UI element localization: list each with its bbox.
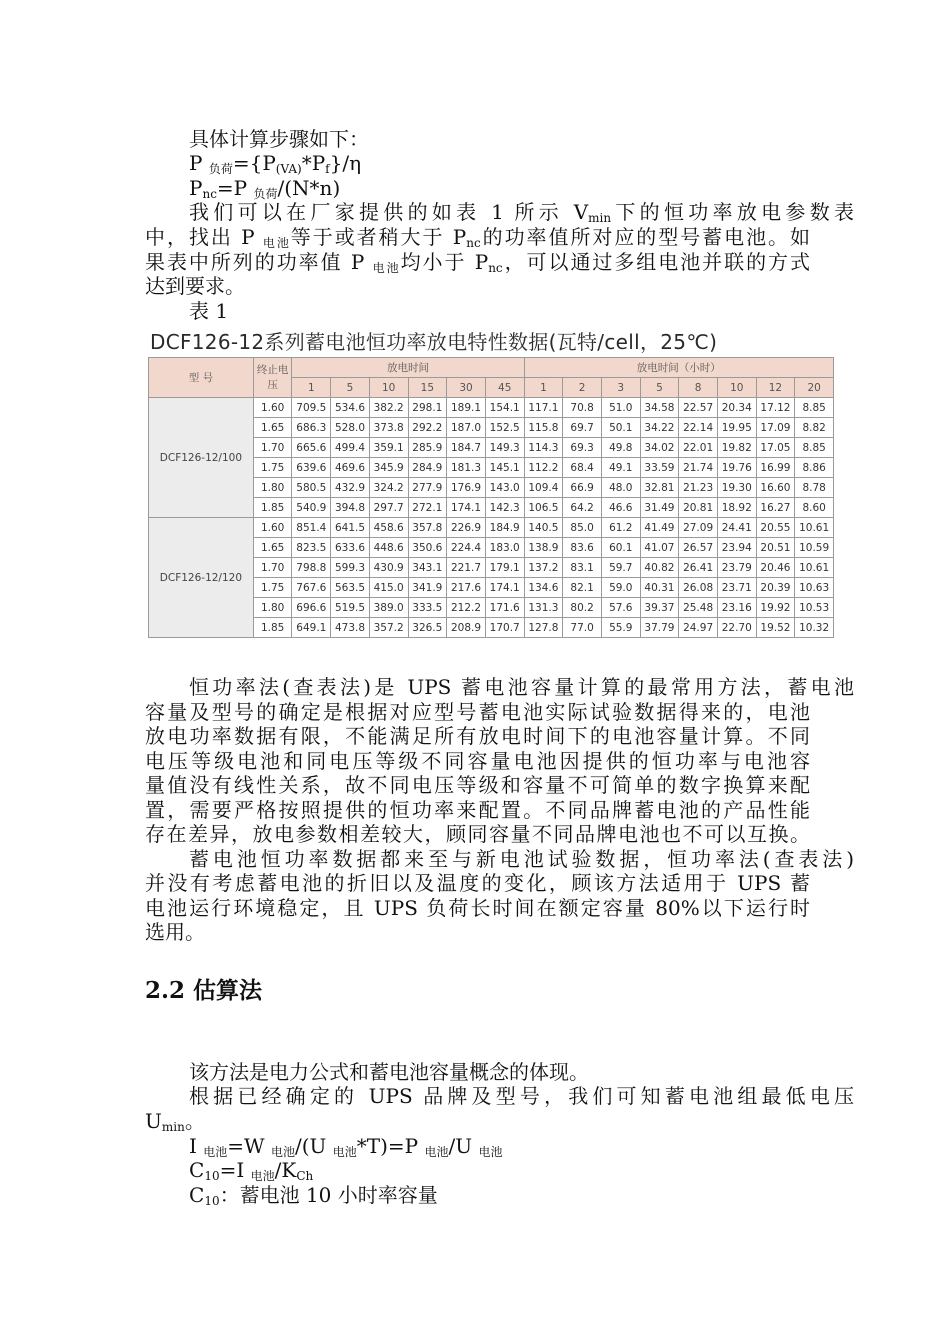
value-cell: 272.1 [408, 498, 447, 518]
value-cell: 69.7 [563, 418, 602, 438]
value-cell: 10.61 [795, 518, 834, 538]
header-end-voltage: 终止电压 [253, 358, 292, 398]
value-cell: 458.6 [369, 518, 408, 538]
method-line: 电压等级电池和同电压等级不同容量电池因提供的恒功率与电池容 [145, 749, 810, 773]
value-cell: 32.81 [640, 478, 679, 498]
value-cell: 10.32 [795, 618, 834, 638]
value-cell: 373.8 [369, 418, 408, 438]
value-cell: 20.34 [717, 398, 756, 418]
value-cell: 48.0 [601, 478, 640, 498]
value-cell: 137.2 [524, 558, 563, 578]
value-cell: 767.6 [292, 578, 331, 598]
value-cell: 61.2 [601, 518, 640, 538]
value-cell: 709.5 [292, 398, 331, 418]
discharge-table [148, 357, 834, 638]
value-cell: 20.55 [756, 518, 795, 538]
header-hours: 放电时间（小时） [524, 358, 833, 378]
value-cell: 8.85 [795, 398, 834, 418]
formula-p-load: P $_{负荷}=\{P_{(VA)}*P_f\}/\eta$ [189, 151, 362, 176]
paragraph-line: 达到要求。 [145, 274, 245, 298]
value-cell: 851.4 [292, 518, 331, 538]
value-cell: 665.6 [292, 438, 331, 458]
value-cell: 21.23 [679, 478, 718, 498]
value-cell: 394.8 [331, 498, 370, 518]
value-cell: 68.4 [563, 458, 602, 478]
method-line: 蓄电池恒功率数据都来至与新电池试验数据，恒功率法(查表法) [189, 847, 854, 871]
value-cell: 18.92 [717, 498, 756, 518]
model-cell: DCF126-12/120 [149, 518, 254, 638]
value-cell: 389.0 [369, 598, 408, 618]
method-line: 容量及型号的确定是根据对应型号蓄电池实际试验数据得来的，电池 [145, 700, 810, 724]
value-cell: 343.1 [408, 558, 447, 578]
value-cell: 345.9 [369, 458, 408, 478]
value-cell: 686.3 [292, 418, 331, 438]
value-cell: 69.3 [563, 438, 602, 458]
value-cell: 66.9 [563, 478, 602, 498]
value-cell: 382.2 [369, 398, 408, 418]
value-cell: 40.31 [640, 578, 679, 598]
value-cell: 798.8 [292, 558, 331, 578]
value-cell: 212.2 [447, 598, 486, 618]
header-hour-4: 8 [679, 378, 718, 398]
value-cell: 17.12 [756, 398, 795, 418]
value-cell: 357.8 [408, 518, 447, 538]
value-cell: 22.01 [679, 438, 718, 458]
value-cell: 284.9 [408, 458, 447, 478]
method-line: 并没有考虑蓄电池的折旧以及温度的变化，顾该方法适用于 UPS 蓄 [145, 871, 810, 895]
value-cell: 49.1 [601, 458, 640, 478]
value-cell: 117.1 [524, 398, 563, 418]
header-minute-2: 10 [369, 378, 408, 398]
value-cell: 20.51 [756, 538, 795, 558]
value-cell: 34.22 [640, 418, 679, 438]
value-cell: 26.08 [679, 578, 718, 598]
value-cell: 143.0 [485, 478, 524, 498]
value-cell: 23.16 [717, 598, 756, 618]
value-cell: 226.9 [447, 518, 486, 538]
value-cell: 10.53 [795, 598, 834, 618]
value-cell: 55.9 [601, 618, 640, 638]
header-hour-7: 20 [795, 378, 834, 398]
value-cell: 8.60 [795, 498, 834, 518]
value-cell: 16.27 [756, 498, 795, 518]
value-cell: 33.59 [640, 458, 679, 478]
value-cell: 50.1 [601, 418, 640, 438]
value-cell: 24.41 [717, 518, 756, 538]
value-cell: 140.5 [524, 518, 563, 538]
value-cell: 23.79 [717, 558, 756, 578]
estimate-line: $U_{min}$。 [145, 1109, 205, 1134]
header-minutes: 放电时间 [292, 358, 524, 378]
value-cell: 179.1 [485, 558, 524, 578]
value-cell: 85.0 [563, 518, 602, 538]
value-cell: 83.6 [563, 538, 602, 558]
header-minute-5: 45 [485, 378, 524, 398]
header-hour-0: 1 [524, 378, 563, 398]
value-cell: 10.61 [795, 558, 834, 578]
value-cell: 31.49 [640, 498, 679, 518]
value-cell: 114.3 [524, 438, 563, 458]
end-voltage-cell: 1.85 [253, 618, 292, 638]
end-voltage-cell: 1.80 [253, 598, 292, 618]
value-cell: 473.8 [331, 618, 370, 638]
value-cell: 174.1 [485, 578, 524, 598]
value-cell: 221.7 [447, 558, 486, 578]
value-cell: 115.8 [524, 418, 563, 438]
value-cell: 170.7 [485, 618, 524, 638]
value-cell: 224.4 [447, 538, 486, 558]
header-model: 型 号 [149, 358, 254, 398]
value-cell: 138.9 [524, 538, 563, 558]
value-cell: 448.6 [369, 538, 408, 558]
value-cell: 22.57 [679, 398, 718, 418]
method-line: 存在差异，放电参数相差较大，顾同容量不同品牌电池也不可以互换。 [145, 822, 810, 846]
value-cell: 333.5 [408, 598, 447, 618]
value-cell: 174.1 [447, 498, 486, 518]
header-hour-1: 2 [563, 378, 602, 398]
method-line: 恒功率法(查表法)是 UPS 蓄电池容量计算的最常用方法，蓄电池 [189, 675, 854, 699]
value-cell: 187.0 [447, 418, 486, 438]
end-voltage-cell: 1.70 [253, 438, 292, 458]
end-voltage-cell: 1.65 [253, 538, 292, 558]
value-cell: 649.1 [292, 618, 331, 638]
header-minute-1: 5 [331, 378, 370, 398]
value-cell: 528.0 [331, 418, 370, 438]
value-cell: 499.4 [331, 438, 370, 458]
method-line: 选用。 [145, 920, 205, 944]
value-cell: 534.6 [331, 398, 370, 418]
formula-p-nc: $P_{nc}=P$ $_{负荷}$/(N*n) [189, 176, 341, 201]
value-cell: 59.7 [601, 558, 640, 578]
value-cell: 26.41 [679, 558, 718, 578]
value-cell: 106.5 [524, 498, 563, 518]
value-cell: 469.6 [331, 458, 370, 478]
paragraph-line: 果表中所列的功率值 P $_{电池}$均小于 $P_{nc}$，可以通过多组电池并联的方式 [145, 250, 810, 275]
value-cell: 37.79 [640, 618, 679, 638]
value-cell: 59.0 [601, 578, 640, 598]
value-cell: 34.02 [640, 438, 679, 458]
value-cell: 57.6 [601, 598, 640, 618]
value-cell: 430.9 [369, 558, 408, 578]
value-cell: 8.82 [795, 418, 834, 438]
value-cell: 19.30 [717, 478, 756, 498]
value-cell: 109.4 [524, 478, 563, 498]
value-cell: 580.5 [292, 478, 331, 498]
value-cell: 154.1 [485, 398, 524, 418]
value-cell: 19.92 [756, 598, 795, 618]
end-voltage-cell: 1.85 [253, 498, 292, 518]
estimate-line: 根据已经确定的 UPS 品牌及型号，我们可知蓄电池组最低电压 [189, 1084, 854, 1108]
value-cell: 277.9 [408, 478, 447, 498]
method-line: 量值没有线性关系，故不同电压等级和容量不可简单的数字换算来配 [145, 773, 810, 797]
header-hour-2: 3 [601, 378, 640, 398]
value-cell: 540.9 [292, 498, 331, 518]
value-cell: 64.2 [563, 498, 602, 518]
value-cell: 22.70 [717, 618, 756, 638]
table-caption: DCF126-12系列蓄电池恒功率放电特性数据(瓦特/cell，25℃) [150, 330, 718, 354]
value-cell: 20.46 [756, 558, 795, 578]
header-minute-0: 1 [292, 378, 331, 398]
value-cell: 41.07 [640, 538, 679, 558]
value-cell: 184.9 [485, 518, 524, 538]
header-hour-3: 5 [640, 378, 679, 398]
value-cell: 77.0 [563, 618, 602, 638]
formula-current: I $_{电池}$=W $_{电池}$/(U $_{电池}$*T)=P $_{电池}$/U $_{电池}$ [189, 1134, 503, 1159]
paragraph-line: 中，找出 P $_{电池}$等于或者稍大于 $P_{nc}$的功率值所对应的型号蓄电池。如 [145, 225, 810, 250]
estimate-line: 该方法是电力公式和蓄电池容量概念的体现。 [189, 1060, 589, 1084]
header-hour-5: 10 [717, 378, 756, 398]
value-cell: 152.5 [485, 418, 524, 438]
value-cell: 297.7 [369, 498, 408, 518]
value-cell: 432.9 [331, 478, 370, 498]
value-cell: 60.1 [601, 538, 640, 558]
value-cell: 20.81 [679, 498, 718, 518]
value-cell: 83.1 [563, 558, 602, 578]
value-cell: 142.3 [485, 498, 524, 518]
value-cell: 49.8 [601, 438, 640, 458]
value-cell: 217.6 [447, 578, 486, 598]
end-voltage-cell: 1.75 [253, 458, 292, 478]
value-cell: 16.60 [756, 478, 795, 498]
value-cell: 357.2 [369, 618, 408, 638]
value-cell: 39.37 [640, 598, 679, 618]
value-cell: 16.99 [756, 458, 795, 478]
method-line: 电池运行环境稳定，且 UPS 负荷长时间在额定容量 80%以下运行时 [145, 896, 810, 920]
value-cell: 40.82 [640, 558, 679, 578]
value-cell: 641.5 [331, 518, 370, 538]
value-cell: 10.63 [795, 578, 834, 598]
value-cell: 8.78 [795, 478, 834, 498]
value-cell: 350.6 [408, 538, 447, 558]
value-cell: 82.1 [563, 578, 602, 598]
formula-capacity: $C_{10}=I$ $_{电池}/K_{Ch}$ [189, 1158, 314, 1183]
value-cell: 21.74 [679, 458, 718, 478]
value-cell: 27.09 [679, 518, 718, 538]
value-cell: 359.1 [369, 438, 408, 458]
value-cell: 599.3 [331, 558, 370, 578]
value-cell: 292.2 [408, 418, 447, 438]
value-cell: 176.9 [447, 478, 486, 498]
value-cell: 19.95 [717, 418, 756, 438]
intro-line: 具体计算步骤如下： [189, 127, 369, 151]
capacity-definition: $C_{10}$：蓄电池 10 小时率容量 [189, 1183, 438, 1208]
value-cell: 10.59 [795, 538, 834, 558]
header-minute-4: 30 [447, 378, 486, 398]
value-cell: 80.2 [563, 598, 602, 618]
value-cell: 19.52 [756, 618, 795, 638]
value-cell: 134.6 [524, 578, 563, 598]
value-cell: 23.71 [717, 578, 756, 598]
value-cell: 131.3 [524, 598, 563, 618]
value-cell: 23.94 [717, 538, 756, 558]
value-cell: 46.6 [601, 498, 640, 518]
value-cell: 184.7 [447, 438, 486, 458]
value-cell: 25.48 [679, 598, 718, 618]
value-cell: 145.1 [485, 458, 524, 478]
value-cell: 20.39 [756, 578, 795, 598]
value-cell: 70.8 [563, 398, 602, 418]
value-cell: 324.2 [369, 478, 408, 498]
section-heading: 2.2 估算法 [145, 977, 263, 1004]
value-cell: 341.9 [408, 578, 447, 598]
value-cell: 8.86 [795, 458, 834, 478]
value-cell: 51.0 [601, 398, 640, 418]
value-cell: 298.1 [408, 398, 447, 418]
paragraph-line: 我们可以在厂家提供的如表 1 所示 $V_{min}$下的恒功率放电参数表 [189, 200, 854, 225]
value-cell: 127.8 [524, 618, 563, 638]
end-voltage-cell: 1.60 [253, 398, 292, 418]
value-cell: 208.9 [447, 618, 486, 638]
value-cell: 149.3 [485, 438, 524, 458]
method-line: 放电功率数据有限，不能满足所有放电时间下的电池容量计算。不同 [145, 724, 810, 748]
value-cell: 696.6 [292, 598, 331, 618]
table-label: 表 1 [189, 299, 229, 323]
value-cell: 181.3 [447, 458, 486, 478]
value-cell: 639.6 [292, 458, 331, 478]
value-cell: 633.6 [331, 538, 370, 558]
value-cell: 34.58 [640, 398, 679, 418]
value-cell: 19.82 [717, 438, 756, 458]
value-cell: 26.57 [679, 538, 718, 558]
table-row [149, 398, 834, 418]
end-voltage-cell: 1.80 [253, 478, 292, 498]
value-cell: 22.14 [679, 418, 718, 438]
value-cell: 189.1 [447, 398, 486, 418]
value-cell: 563.5 [331, 578, 370, 598]
value-cell: 41.49 [640, 518, 679, 538]
value-cell: 415.0 [369, 578, 408, 598]
end-voltage-cell: 1.70 [253, 558, 292, 578]
value-cell: 19.76 [717, 458, 756, 478]
value-cell: 326.5 [408, 618, 447, 638]
value-cell: 171.6 [485, 598, 524, 618]
value-cell: 823.5 [292, 538, 331, 558]
value-cell: 519.5 [331, 598, 370, 618]
header-minute-3: 15 [408, 378, 447, 398]
value-cell: 112.2 [524, 458, 563, 478]
end-voltage-cell: 1.60 [253, 518, 292, 538]
value-cell: 17.05 [756, 438, 795, 458]
model-cell: DCF126-12/100 [149, 398, 254, 518]
value-cell: 8.85 [795, 438, 834, 458]
end-voltage-cell: 1.75 [253, 578, 292, 598]
method-line: 置，需要严格按照提供的恒功率来配置。不同品牌蓄电池的产品性能 [145, 798, 810, 822]
value-cell: 17.09 [756, 418, 795, 438]
value-cell: 285.9 [408, 438, 447, 458]
table-row [149, 518, 834, 538]
value-cell: 24.97 [679, 618, 718, 638]
header-hour-6: 12 [756, 378, 795, 398]
end-voltage-cell: 1.65 [253, 418, 292, 438]
value-cell: 183.0 [485, 538, 524, 558]
